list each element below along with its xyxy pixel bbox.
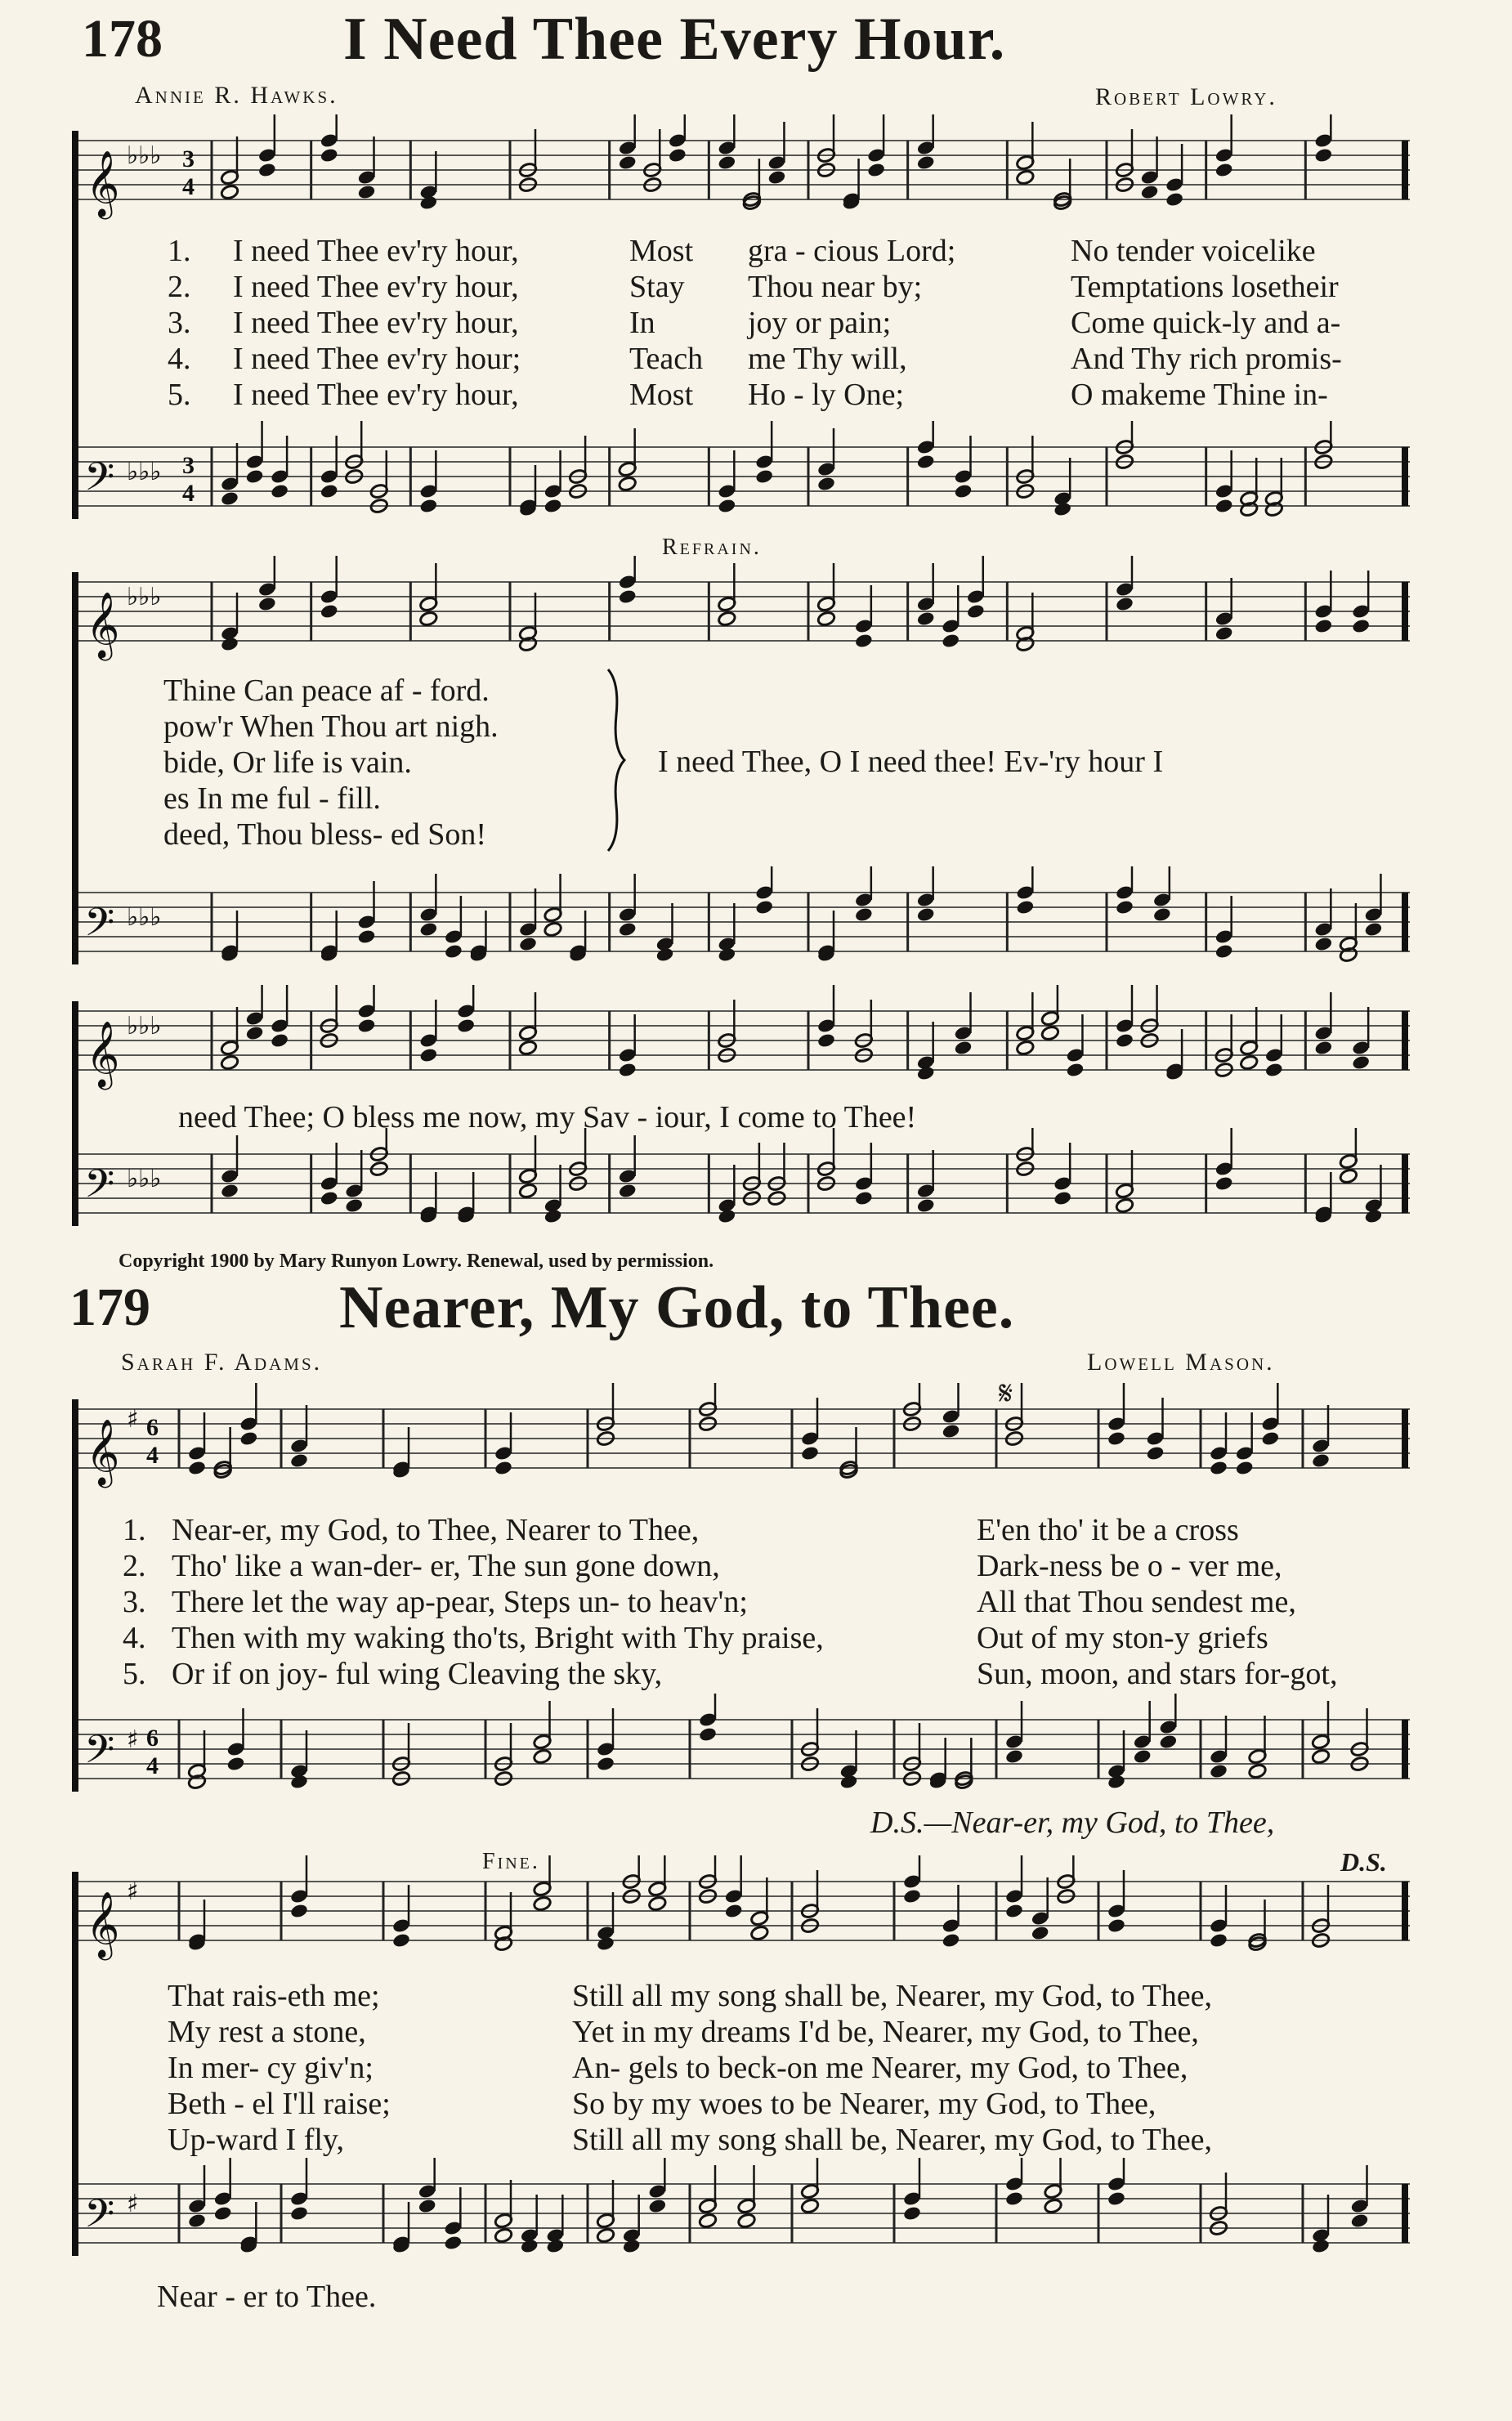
refrain-line-2: need Thee; O bless me now, my Sav - iour, I come to Thee! [178, 1100, 917, 1134]
staff-179-1-bass [78, 1710, 1418, 1792]
hymn-179-music-by: Lowell Mason. [1087, 1349, 1275, 1376]
verse-phrase-a: There let the way ap-pear, Steps un- to heav'n; [172, 1585, 748, 1619]
hymn-178-verse-3 [0, 305, 1512, 341]
svg-text:♭♭♭: ♭♭♭ [127, 903, 162, 932]
verse-phrase-c: Beth - el I'll raise; [168, 2087, 391, 2121]
hymn-178-verse-4-end [0, 781, 1512, 817]
hymn-179-number: 179 [69, 1278, 150, 1337]
hymn-179-verse-1 [0, 1512, 1512, 1548]
verse-phrase-e: deed, Thou bless- ed Son! [163, 817, 487, 852]
svg-text:♭♭♭: ♭♭♭ [127, 583, 162, 611]
verse-phrase-b: Most [629, 234, 694, 268]
svg-text:3: 3 [182, 452, 195, 479]
verse-phrase-a: I need Thee ev'ry hour, [233, 306, 519, 340]
verse-phrase-b: E'en tho' it be a cross [977, 1513, 1239, 1547]
hymn-178-verse-2 [0, 269, 1512, 305]
svg-text:4: 4 [182, 173, 195, 200]
hymn-179-verse-5-end [0, 2122, 1512, 2158]
svg-text:♯: ♯ [127, 2190, 139, 2218]
verse-phrase-e: bide, Or life is vain. [163, 745, 412, 780]
svg-text:𝄢: 𝄢 [84, 454, 115, 509]
svg-text:4: 4 [146, 1442, 159, 1469]
hymn-178-verse-5 [0, 377, 1512, 413]
verse-phrase-d: So by my woes to be Nearer, my God, to Thee, [572, 2087, 1156, 2121]
copyright-line: Copyright 1900 by Mary Runyon Lowry. Renewal, used by permission. [119, 1251, 714, 1272]
staff-178-3-treble [78, 1001, 1418, 1087]
verse-number: 4. [168, 342, 191, 376]
verse-phrase-d: No tender voicelike [1071, 234, 1316, 268]
verse-phrase-a: I need Thee ev'ry hour, [233, 270, 519, 304]
refrain-label: Refrain. [662, 535, 762, 560]
system-178-3-brace [72, 1001, 78, 1226]
svg-text:♯: ♯ [127, 1405, 139, 1434]
svg-text:6: 6 [146, 1725, 159, 1752]
verse-phrase-d: Temptations losetheir [1071, 270, 1339, 304]
segno-sign: 𝄋 [999, 1375, 1013, 1412]
hymn-179-words-by: Sarah F. Adams. [121, 1349, 323, 1376]
verse-number: 3. [168, 306, 191, 340]
hymn-179-verse-4 [0, 1620, 1512, 1656]
svg-text:♭♭♭: ♭♭♭ [127, 1012, 162, 1040]
staff-179-2-treble [78, 1872, 1418, 1958]
refrain-line-1: I need Thee, O I need thee! Ev-'ry hour I [658, 745, 1164, 779]
svg-text:𝄢: 𝄢 [84, 899, 115, 955]
staff-179-2-bass [78, 2174, 1418, 2256]
svg-text:𝄢: 𝄢 [84, 2191, 115, 2246]
hymn-178-number: 178 [82, 9, 163, 69]
hymn-178-verse-1-end [0, 673, 1512, 709]
verse-phrase-a: I need Thee ev'ry hour, [233, 378, 519, 412]
staff-178-3-bass [78, 1144, 1418, 1226]
verse-number: 5. [123, 1657, 146, 1691]
verse-phrase-b: All that Thou sendest me, [977, 1585, 1296, 1619]
svg-text:♯: ♯ [127, 1877, 139, 1906]
svg-text:♯: ♯ [127, 1725, 139, 1754]
verse-number: 2. [123, 1549, 146, 1583]
verse-number: 2. [168, 270, 191, 304]
hymn-179-verse-1-end [0, 1978, 1512, 2014]
verse-phrase-e: es In me ful - fill. [163, 781, 381, 816]
svg-text:♭♭♭: ♭♭♭ [127, 458, 162, 486]
verse-phrase-a: Tho' like a wan-der- er, The sun gone down, [172, 1549, 720, 1583]
hymn-179-verse-5 [0, 1656, 1512, 1692]
svg-text:𝄞: 𝄞 [86, 591, 120, 658]
final-line: Near - er to Thee. [157, 2280, 377, 2314]
hymn-179-verse-2 [0, 1548, 1512, 1584]
verse-number: 4. [123, 1621, 146, 1655]
verse-phrase-c: My rest a stone, [168, 2015, 366, 2049]
svg-text:𝄞: 𝄞 [86, 150, 120, 217]
verse-phrase-c: me Thy will, [748, 342, 907, 376]
verse-phrase-b: Stay [629, 270, 685, 304]
verse-number: 1. [123, 1513, 146, 1547]
staff-179-1-treble [78, 1399, 1418, 1485]
svg-text:6: 6 [146, 1414, 159, 1441]
hymn-178-music-by: Robert Lowry. [1095, 83, 1277, 110]
hymn-178-verse-1 [0, 233, 1512, 269]
hymn-178-verse-4 [0, 341, 1512, 377]
verse-phrase-c: Up-ward I fly, [168, 2123, 344, 2157]
verse-phrase-c: In mer- cy giv'n; [168, 2051, 374, 2085]
verse-number: 5. [168, 378, 191, 412]
verse-phrase-e: pow'r When Thou art nigh. [163, 709, 499, 744]
hymn-178-title: I Need Thee Every Hour. [343, 6, 1006, 73]
verse-phrase-d: Yet in my dreams I'd be, Nearer, my God, to Thee, [572, 2015, 1199, 2049]
verse-phrase-a: I need Thee ev'ry hour, [233, 234, 519, 268]
staff-178-2-bass [78, 883, 1418, 964]
verse-phrase-d: Still all my song shall be, Nearer, my God, to Thee, [572, 2123, 1212, 2157]
verse-phrase-d: O makeme Thine in- [1071, 378, 1328, 412]
svg-text:𝄞: 𝄞 [86, 1020, 120, 1087]
fine-label: Fine. [482, 1849, 540, 1874]
verse-number: 3. [123, 1585, 146, 1619]
verse-phrase-c: Thou near by; [748, 270, 923, 304]
verse-phrase-a: Near-er, my God, to Thee, Nearer to Thee, [172, 1513, 700, 1547]
staff-178-1-bass [78, 437, 1418, 519]
svg-text:4: 4 [146, 1752, 159, 1779]
verse-phrase-d: Still all my song shall be, Nearer, my God, to Thee, [572, 1979, 1212, 2013]
svg-text:♭♭♭: ♭♭♭ [127, 141, 162, 170]
verse-phrase-b: Dark-ness be o - ver me, [977, 1549, 1282, 1583]
svg-text:4: 4 [182, 480, 195, 507]
hymn-179-title: Nearer, My God, to Thee. [339, 1274, 1015, 1341]
svg-text:3: 3 [182, 145, 195, 172]
verse-phrase-e: Thine Can peace af - ford. [163, 673, 490, 708]
verse-phrase-d: An- gels to beck-on me Nearer, my God, to Thee, [572, 2051, 1188, 2085]
svg-text:𝄞: 𝄞 [86, 1418, 120, 1485]
verse-phrase-a: Or if on joy- ful wing Cleaving the sky, [172, 1657, 663, 1691]
verse-phrase-d: Come quick-ly and a- [1071, 306, 1341, 340]
hymn-179-verse-2-end [0, 2014, 1512, 2050]
verse-phrase-b: Teach [629, 342, 704, 376]
verse-phrase-b: Most [629, 378, 694, 412]
svg-text:𝄞: 𝄞 [86, 1891, 120, 1958]
ds-line: D.S.—Near-er, my God, to Thee, [870, 1806, 1275, 1840]
verse-phrase-a: Then with my waking tho'ts, Bright with Thy praise, [172, 1621, 824, 1655]
staff-178-2-treble [78, 572, 1418, 658]
svg-text:𝄢: 𝄢 [84, 1161, 115, 1216]
svg-text:𝄢: 𝄢 [84, 1726, 115, 1782]
staff-178-1-treble [78, 131, 1418, 217]
hymn-178-verse-5-end [0, 817, 1512, 852]
hymn-179-verse-4-end [0, 2086, 1512, 2122]
verse-phrase-b: Out of my ston-y griefs [977, 1621, 1268, 1655]
verse-phrase-d: And Thy rich promis- [1071, 342, 1342, 376]
hymn-179-verse-3-end [0, 2050, 1512, 2086]
verse-brace [605, 666, 629, 854]
verse-phrase-c: Ho - ly One; [748, 378, 905, 412]
ds-label: D.S. [1340, 1847, 1387, 1877]
system-179-1-brace [72, 1399, 78, 1792]
svg-text:♭♭♭: ♭♭♭ [127, 1165, 162, 1193]
hymn-178-verse-2-end [0, 709, 1512, 745]
verse-phrase-c: That rais-eth me; [168, 1979, 380, 2013]
verse-phrase-b: Sun, moon, and stars for-got, [977, 1657, 1338, 1691]
verse-phrase-c: joy or pain; [748, 306, 892, 340]
system-178-2-brace [72, 572, 78, 964]
verse-phrase-b: In [629, 306, 655, 340]
hymn-178-words-by: Annie R. Hawks. [135, 82, 338, 109]
verse-number: 1. [168, 234, 191, 268]
verse-phrase-c: gra - cious Lord; [748, 234, 956, 268]
hymn-179-verse-3 [0, 1584, 1512, 1620]
verse-phrase-a: I need Thee ev'ry hour; [233, 342, 521, 376]
